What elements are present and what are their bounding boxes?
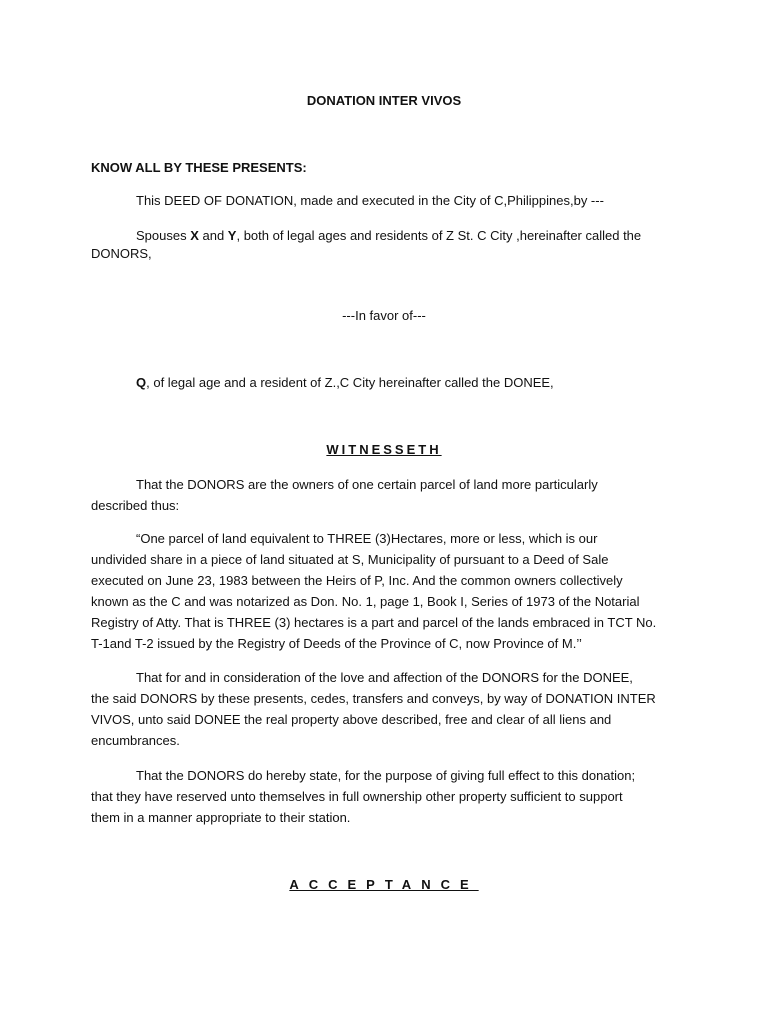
- para4-line: that they have reserved unto themselves in full ownership other property sufficient to support: [91, 789, 623, 804]
- know-all-heading: KNOW ALL BY THESE PRESENTS:: [91, 160, 307, 175]
- donors-and: and: [198, 228, 228, 243]
- donee-q: Q: [136, 375, 147, 390]
- donor-x: X: [190, 228, 199, 243]
- para4-line: them in a manner appropriate to their station.: [91, 810, 351, 825]
- donors-line-2: DONORS,: [91, 246, 152, 261]
- donee-line: [136, 372, 554, 393]
- acceptance-heading: ACCEPTANCE: [289, 877, 479, 892]
- para3-line: That for and in consideration of the love and affection of the DONORS for the DONEE,: [136, 670, 633, 685]
- para4-line: That the DONORS do hereby state, for the purpose of giving full effect to this donation;: [136, 768, 636, 783]
- witnesseth-heading: WITNESSETH: [326, 442, 442, 457]
- para1-line: That the DONORS are the owners of one certain parcel of land more particularly: [136, 477, 598, 492]
- para2-line: T-1and T-2 issued by the Registry of Deeds of the Province of C, now Province of M.’’: [91, 636, 582, 651]
- donor-y: Y: [227, 228, 237, 243]
- para3-line: the said DONORS by these presents, cedes, transfers and conveys, by way of DONATION INTER: [91, 691, 656, 706]
- donee-rest: , of legal age and a resident of Z.,C City hereinafter called the DONEE,: [146, 375, 554, 390]
- donors-rest: , both of legal ages and residents of Z St. C City ,hereinafter called the: [236, 228, 642, 243]
- donors-line-1: [136, 225, 641, 246]
- para2-line: undivided share in a piece of land situated at S, Municipality of pursuant to a Deed of Sale: [91, 552, 609, 567]
- in-favor-of: ---In favor of---: [342, 308, 426, 323]
- para3-line: encumbrances.: [91, 733, 180, 748]
- para2-line: known as the C and was notarized as Don. No. 1, page 1, Book I, Series of 1973 of the Notarial: [91, 594, 640, 609]
- para3-line: VIVOS, unto said DONEE the real property above described, free and clear of all liens and: [91, 712, 612, 727]
- intro-line: This DEED OF DONATION, made and executed in the City of C,Philippines,by ---: [136, 193, 604, 208]
- document-title: DONATION INTER VIVOS: [306, 93, 462, 108]
- para2-line: executed on June 23, 1983 between the Heirs of P, Inc. And the common owners collectively: [91, 573, 623, 588]
- para1-line: described thus:: [91, 498, 180, 513]
- para2-line: “One parcel of land equivalent to THREE (3)Hectares, more or less, which is our: [136, 531, 598, 546]
- spouses-prefix: Spouses: [136, 228, 191, 243]
- para2-line: Registry of Atty. That is THREE (3) hectares is a part and parcel of the lands embraced in TCT No.: [91, 615, 657, 630]
